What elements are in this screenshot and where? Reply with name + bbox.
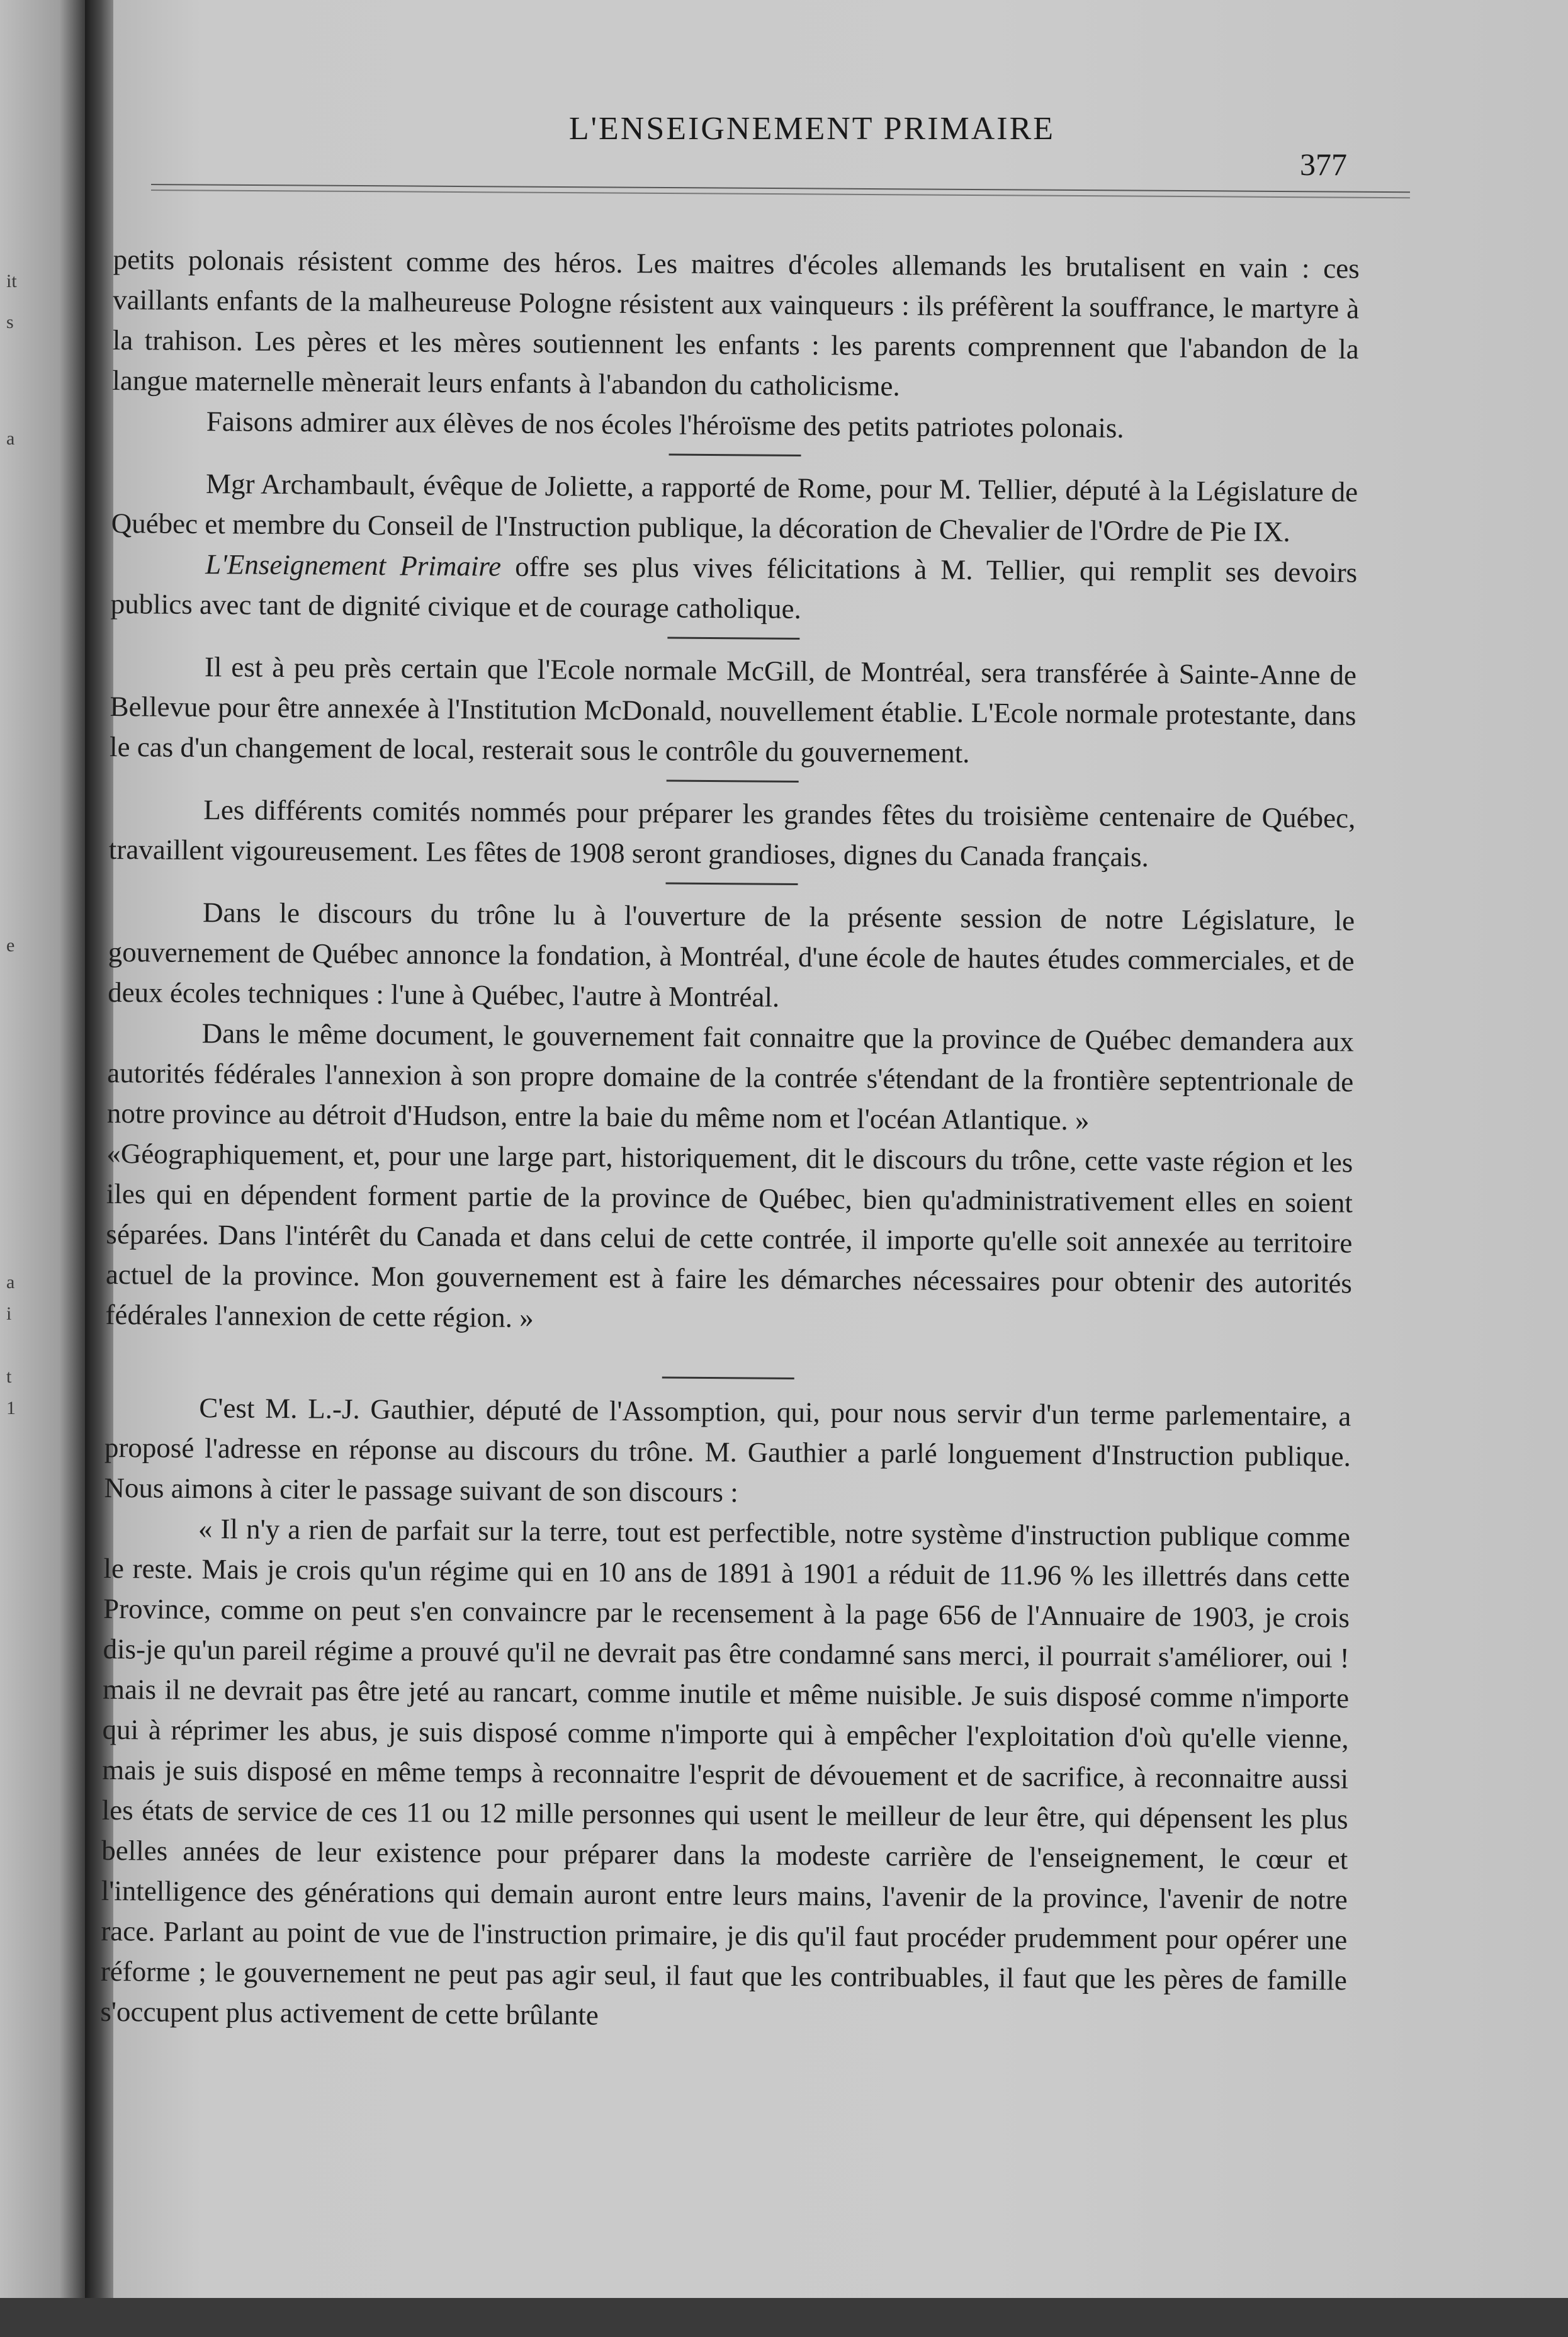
paragraph: petits polonais résistent comme des héros. Les maitres d'écoles allemands les brutalisent en vain : ces vaillants enfants de la malheureuse Pologne résistent aux vainqueurs : ils préfèrent la souffrance, le martyre à la trahison. Les pères et les mères soutiennent les enfants : les parents comprennent que l'abandon de la langue maternelle mènerait leurs enfants à l'abandon du catholicisme. (112, 243, 1360, 402)
paragraph: Dans le discours du trône lu à l'ouverture de la présente session de notre Législature, le gouvernement de Québec annonce la fondation, à Montréal, d'une école de hautes études commerciales, et de deux écoles techniques : l'une à Québec, l'autre à Montréal. (108, 897, 1355, 1013)
paragraph: Il est à peu près certain que l'Ecole normale McGill, de Montréal, sera transférée à Sainte-Anne de Bellevue pour être annexée à l'Institution McDonald, nouvellement établie. L'Ecole normale protestante, dans le cas d'un changement de local, resterait sous le contrôle du gouvernement. (109, 651, 1357, 769)
header-double-rule (151, 184, 1410, 198)
section-divider (667, 779, 799, 783)
section-divider (662, 1376, 794, 1379)
section-divider (669, 453, 801, 456)
running-title: L'ENSEIGNEMENT PRIMAIRE (568, 111, 1056, 147)
paragraph: C'est M. L.-J. Gauthier, député de l'Assomption, qui, pour nous servir d'un terme parlementaire, a proposé l'adresse en réponse au discours du trône. M. Gauthier a parlé longuement d'Instruction publique. Nous aimons à citer le passage suivant de son discours : (104, 1392, 1351, 1508)
section-divider (667, 637, 799, 640)
margin-mark: e (6, 935, 15, 956)
paragraph (111, 543, 1358, 633)
scan-bottom-edge (0, 2298, 1568, 2337)
paragraph-continuation: offre ses plus vives félicitations à M. Tellier, qui remplit ses devoirs publics avec tant de dignité civique et de courage catholique. (110, 550, 1358, 625)
margin-mark: a (6, 428, 15, 449)
paragraph: Les différents comités nommés pour préparer les grandes fêtes du troisième centenaire de Québec, travaillent vigoureusement. Les fêtes de 1908 seront grandioses, dignes du Canada français. (108, 794, 1356, 873)
journal-title-italic: L'Enseignement Primaire (205, 548, 502, 582)
margin-mark: s (6, 312, 14, 332)
article-body (100, 239, 1360, 2040)
section-divider (666, 882, 798, 885)
previous-page-margin (0, 0, 85, 2337)
margin-mark: t (6, 1366, 12, 1387)
margin-mark: a (6, 1272, 15, 1293)
paragraph: Faisons admirer aux élèves de nos écoles l'héroïsme des petits patriotes polonais. (206, 405, 1124, 444)
book-page (100, 0, 1568, 2298)
margin-mark: it (6, 271, 17, 291)
margin-mark: 1 (6, 1398, 16, 1418)
quoted-paragraph: « Il n'y a rien de parfait sur la terre, tout est perfectible, notre système d'instruction publique comme le reste. Mais je crois qu'un régime qui en 10 ans de 1891 à 1901 a réduit de 11.96 % les illettrés dans cette Province, comme on peut s'en convaincre par le recensement à la page 656 de l'Annuaire de 1903, je crois dis-je qu'un pareil régime a prouvé qu'il ne devrait pas être condamné sans merci, il pourrait s'améliorer, oui ! mais il ne devrait pas être jeté au rancart, comme inutile et même nuisible. Je suis disposé comme n'importe qui à réprimer les abus, je suis disposé comme n'importe qui à empêcher l'exploitation d'où qu'elle vienne, mais je suis disposé en même temps à reconnaitre l'esprit de dévouement et de sacrifice, à reconnaitre aussi les états de service de ces 11 ou 12 mille personnes qui usent le meilleur de leur être, qui dépensent les plus belles années de leur existence pour préparer dans la modeste carrière de l'enseignement, le cœur et l'intelligence des générations qui demain auront entre leurs mains, l'avenir de la province, l'avenir de notre race. Parlant au point de vue de l'instruction primaire, je dis qu'il faut procéder prudemment pour opérer une réforme ; le gouvernement ne peut pas agir seul, il faut que les contribuables, il faut que les pères de famille s'occupent plus activement de cette brûlante (100, 1513, 1351, 2031)
page-number: 377 (1300, 147, 1347, 182)
quoted-paragraph: «Géographiquement, et, pour une large part, historiquement, dit le discours du trône, cette vaste région et les iles qui en dépendent forment partie de la province de Québec, bien qu'administrativement elles en soient séparées. Dans l'intérêt du Canada et dans celui de cette contrée, il importe qu'elle soit annexée au territoire actuel de la province. Mon gouvernement est à faire les démarches nécessaires pour obtenir des autorités fédérales l'annexion de cette région. » (105, 1137, 1353, 1333)
paragraph: Dans le même document, le gouvernement fait connaitre que la province de Québec demandera aux autorités fédérales l'annexion à son propre domaine de la contrée s'étendant de la frontière septentrionale de notre province au détroit d'Hudson, entre la baie du même nom et l'océan Atlantique. » (106, 1017, 1354, 1136)
margin-mark: i (6, 1303, 12, 1324)
paragraph: Mgr Archambault, évêque de Joliette, a rapporté de Rome, pour M. Tellier, député à la Législature de Québec et membre du Conseil de l'Instruction publique, la décoration de Chevalier de l'Ordre de Pie IX. (111, 468, 1358, 548)
